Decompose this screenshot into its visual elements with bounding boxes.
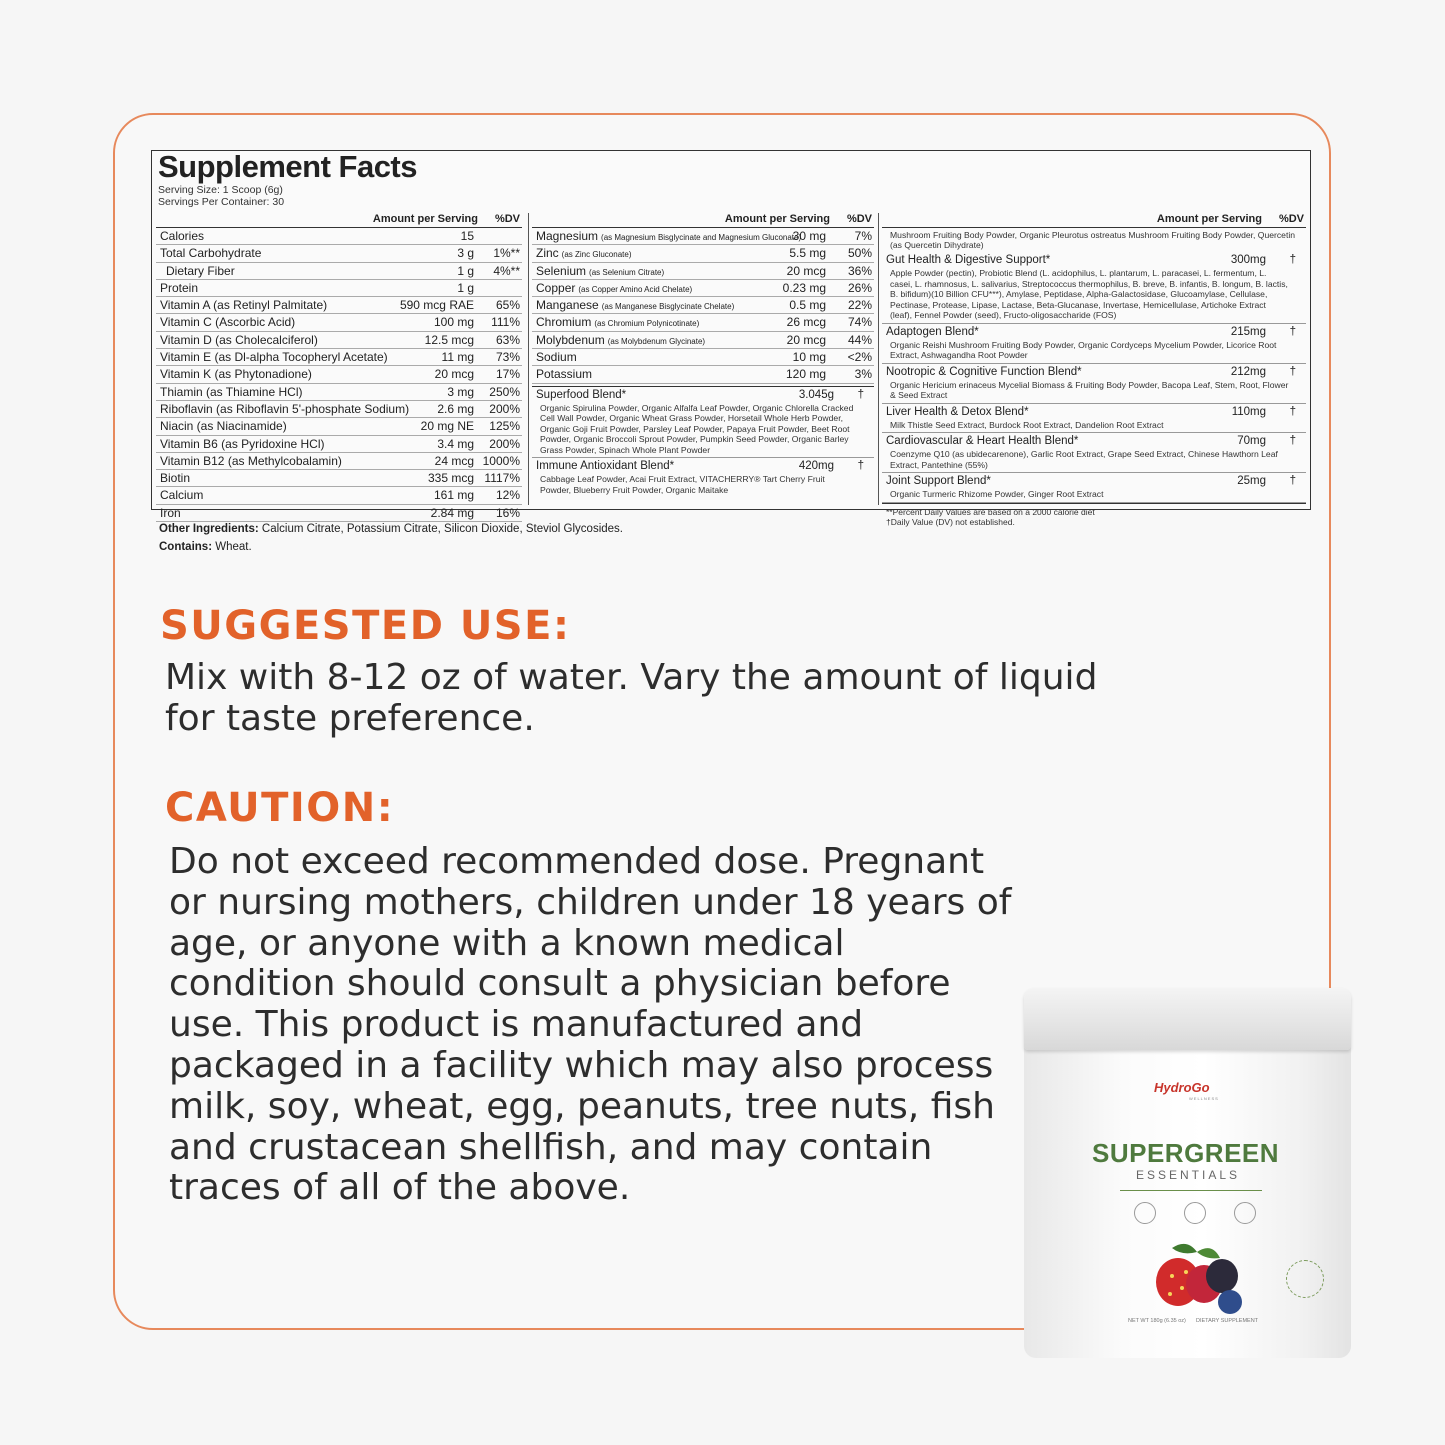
caution-text: Do not exceed recommended dose. Pregnant or nursing mothers, children under 18 years of age, or anyone with a known medical condition should consult a physician before use. This product is manufactured and packaged in a facility which may also process milk, soy, wheat, egg, peanuts, tree nuts, fish and crustacean shellfish, and may contain traces of all of the above.	[169, 841, 1012, 1209]
blend-row: Gut Health & Digestive Support* 300mg † Apple Powder (pectin), Probiotic Blend (L. acidophilus, L. plantarum, L. paracasei, L. fermentum, L. casei, L. rhamnosus, L. salivarius, Streptococcus thermophilus, B. breve, B. infantis, B. longum, B. lactis, B. bifidum)(10 Billion CFU***), Amylase, Peptidase, Alpha-Galactosidase, Glucoamylase, Cellulase, Pectinase, Protease, Lipase, Lactase, Beta-Glucanase, Invertase, Hemicellulase, Artichoke Extract (leaf), Fennel Powder (seed), Fructo-oligosaccharide (FOS)	[882, 252, 1306, 324]
nutrient-row: Biotin 335 mcg 1117%	[156, 470, 522, 487]
tastes-amazing-badge	[1286, 1260, 1324, 1298]
nutrient-row: Vitamin B6 (as Pyridoxine HCl) 3.4 mg 200%	[156, 436, 522, 453]
column-header: Amount per Serving %DV	[156, 213, 522, 228]
nutrient-row: Protein 1 g	[156, 280, 522, 297]
nutrient-row: Calcium 161 mg 12%	[156, 487, 522, 504]
blend-row: Cardiovascular & Heart Health Blend* 70mg † Coenzyme Q10 (as ubidecarenone), Garlic Root Extract, Grape Seed Extract, Chinese Hawthorn Leaf Extract, Pantethine (55%)	[882, 433, 1306, 473]
nutrient-row: Vitamin E (as Dl-alpha Tocopheryl Acetate) 11 mg 73%	[156, 349, 522, 366]
net-weight: NET WT 180g (6.35 oz)	[1128, 1318, 1186, 1324]
blend-row: Joint Support Blend* 25mg † Organic Turmeric Rhizome Powder, Ginger Root Extract	[882, 473, 1306, 503]
nutrient-row: Chromium (as Chromium Polynicotinate) 26 mcg 74%	[532, 314, 874, 331]
nutrient-row: Vitamin A (as Retinyl Palmitate) 590 mcg RAE 65%	[156, 297, 522, 314]
serving-size: Serving Size: 1 Scoop (6g)	[158, 184, 283, 196]
nutrient-row: Thiamin (as Thiamine HCl) 3 mg 250%	[156, 384, 522, 401]
product-title: SUPERGREEN	[1092, 1138, 1280, 1168]
nutrient-row: Zinc (as Zinc Gluconate) 5.5 mg 50%	[532, 245, 874, 262]
nutrient-row: Magnesium (as Magnesium Bisglycinate and Magnesium Gluconate) 30 mg 7%	[532, 228, 874, 245]
column-header: Amount per Serving %DV	[882, 213, 1306, 228]
nutrient-row: Molybdenum (as Molybdenum Glycinate) 20 mcg 44%	[532, 332, 874, 349]
immune-blend: Immune Antioxidant Blend* 420mg † Cabbage Leaf Powder, Acai Fruit Extract, VITACHERRY® Tart Cherry Fruit Powder, Blueberry Fruit Powder, Organic Maitake	[536, 460, 864, 495]
nutrient-row: Calories 15	[156, 228, 522, 245]
nutrient-row: Vitamin D (as Cholecalciferol) 12.5 mcg 63%	[156, 332, 522, 349]
benefit-icons	[1130, 1202, 1260, 1234]
nutrient-row: Niacin (as Niacinamide) 20 mg NE 125%	[156, 418, 522, 435]
servings-per-container: Servings Per Container: 30	[158, 196, 285, 208]
dietary-supplement-label: DIETARY SUPPLEMENT	[1196, 1318, 1259, 1324]
energy-icon	[1184, 1202, 1206, 1224]
jar-lid	[1024, 988, 1351, 1050]
nutrient-row: Manganese (as Manganese Bisglycinate Chelate) 0.5 mg 22%	[532, 297, 874, 314]
product-subtitle: ESSENTIALS	[1136, 1168, 1241, 1182]
blend-row: Adaptogen Blend* 215mg † Organic Reishi Mushroom Fruiting Body Powder, Organic Cordyceps Mycelium Powder, Licorice Root Extract, Ashwagandha Root Powder	[882, 324, 1306, 364]
facts-title: Supplement Facts	[158, 149, 417, 184]
nutrient-row: Selenium (as Selenium Citrate) 20 mcg 36%	[532, 263, 874, 280]
superfood-blend: Superfood Blend* 3.045g † Organic Spirulina Powder, Organic Alfalfa Leaf Powder, Organic Chlorella Cracked Cell Wall Powder, Organic Wheat Grass Powder, Horsetail Whole Herb Powder, Organic Goji Fruit Powder, Parsley Leaf Powder, Papaya Fruit Powder, Beet Root Powder, Organic Broccoli Sprout Powder, Pumpkin Seed Powder, Organic Barley Grass Powder, Spinach Whole Plant Powder	[532, 386, 874, 459]
nutrient-row: Vitamin B12 (as Methylcobalamin) 24 mcg 1000%	[156, 453, 522, 470]
blend-row: Nootropic & Cognitive Function Blend* 212mg † Organic Hericium erinaceus Mycelial Biomass & Fruiting Body Powder, Bacopa Leaf, Stem, Root, Flower & Seed Extract	[882, 364, 1306, 404]
berries-illustration	[1142, 1238, 1246, 1322]
product-jar-image: HydroGo WELLNESS SUPERGREEN ESSENTIALS NET WT 180g (6.35 oz) DIETARY SUPPLEMENT	[1024, 988, 1351, 1360]
facts-column-1	[156, 213, 522, 520]
nutrient-row: Vitamin K (as Phytonadione) 20 mcg 17%	[156, 366, 522, 383]
blend-row: Liver Health & Detox Blend* 110mg † Milk Thistle Seed Extract, Burdock Root Extract, Dandelion Root Extract	[882, 404, 1306, 434]
contains-statement: Contains: Wheat.	[159, 541, 252, 553]
weight-icon	[1234, 1202, 1256, 1224]
nutrient-row: Sodium 10 mg <2%	[532, 349, 874, 366]
nutrient-row: Iron 2.84 mg 16%	[156, 505, 522, 522]
nutrient-row: Copper (as Copper Amino Acid Chelate) 0.23 mg 26%	[532, 280, 874, 297]
digestion-icon	[1134, 1202, 1156, 1224]
facts-column-2	[532, 213, 874, 505]
nutrient-row: Total Carbohydrate 3 g 1%**	[156, 245, 522, 262]
facts-column-3	[882, 213, 1306, 527]
column-header: Amount per Serving %DV	[532, 213, 874, 228]
suggested-use-text: Mix with 8-12 oz of water. Vary the amount of liquid for taste preference.	[165, 657, 1098, 739]
col3-continued-text: Mushroom Fruiting Body Powder, Organic Pleurotus ostreatus Mushroom Fruiting Body Powder, Quercetin (as Quercetin Dihydrate)	[890, 230, 1296, 250]
brand-logo: HydroGo	[1154, 1080, 1210, 1095]
facts-footnotes: **Percent Daily Values are based on a 2000 calorie diet †Daily Value (DV) not established.	[882, 503, 1306, 531]
suggested-use-heading: SUGGESTED USE:	[160, 603, 571, 649]
nutrient-row: Vitamin C (Ascorbic Acid) 100 mg 111%	[156, 314, 522, 331]
caution-heading: CAUTION:	[165, 785, 395, 831]
supplement-facts-panel	[151, 149, 1311, 527]
other-ingredients: Other Ingredients: Calcium Citrate, Potassium Citrate, Silicon Dioxide, Steviol Glycosides.	[159, 523, 623, 535]
nutrient-row: Dietary Fiber 1 g 4%**	[156, 263, 522, 280]
nutrient-row: Riboflavin (as Riboflavin 5'-phosphate Sodium) 2.6 mg 200%	[156, 401, 522, 418]
nutrient-row: Potassium 120 mg 3%	[532, 366, 874, 383]
